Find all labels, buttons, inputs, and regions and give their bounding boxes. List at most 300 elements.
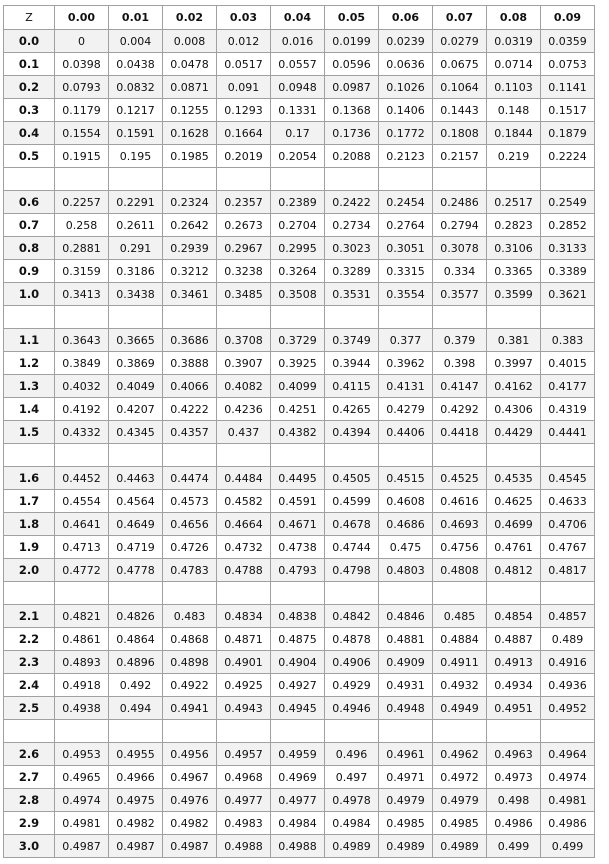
probability-cell: 0.4916: [541, 651, 595, 674]
probability-cell: 0.4744: [325, 536, 379, 559]
probability-cell: 0.383: [541, 329, 595, 352]
probability-cell: 0.4678: [325, 513, 379, 536]
spacer-cell: [433, 444, 487, 467]
probability-cell: 0.4934: [487, 674, 541, 697]
probability-cell: 0.3106: [487, 237, 541, 260]
probability-cell: 0.1664: [217, 122, 271, 145]
z-value-cell: 1.5: [4, 421, 55, 444]
z-value-cell: 2.5: [4, 697, 55, 720]
probability-cell: 0.2291: [109, 191, 163, 214]
probability-cell: 0.4961: [379, 743, 433, 766]
probability-cell: 0.4956: [163, 743, 217, 766]
probability-cell: 0.4838: [271, 605, 325, 628]
probability-cell: 0.381: [487, 329, 541, 352]
probability-cell: 0.0871: [163, 76, 217, 99]
probability-cell: 0.4306: [487, 398, 541, 421]
z-value-cell: 0.3: [4, 99, 55, 122]
probability-cell: 0.004: [109, 30, 163, 53]
header-col-008: 0.08: [487, 6, 541, 30]
probability-cell: 0.4394: [325, 421, 379, 444]
spacer-cell: [271, 168, 325, 191]
spacer-cell: [325, 168, 379, 191]
z-value-cell: 2.3: [4, 651, 55, 674]
probability-cell: 0.0517: [217, 53, 271, 76]
probability-cell: 0.4812: [487, 559, 541, 582]
probability-cell: 0.4798: [325, 559, 379, 582]
probability-cell: 0.4265: [325, 398, 379, 421]
table-row: [4, 559, 595, 582]
probability-cell: 0.4983: [217, 812, 271, 835]
probability-cell: 0.4671: [271, 513, 325, 536]
probability-cell: 0.0279: [433, 30, 487, 53]
probability-cell: 0.4875: [271, 628, 325, 651]
spacer-cell: [55, 306, 109, 329]
probability-cell: 0.4918: [55, 674, 109, 697]
probability-cell: 0.1217: [109, 99, 163, 122]
table-row: [4, 490, 595, 513]
probability-cell: 0.4987: [163, 835, 217, 858]
z-value-cell: 1.2: [4, 352, 55, 375]
probability-cell: 0.4015: [541, 352, 595, 375]
probability-cell: 0.4955: [109, 743, 163, 766]
probability-cell: 0.4732: [217, 536, 271, 559]
probability-cell: 0.475: [379, 536, 433, 559]
spacer-cell: [55, 168, 109, 191]
probability-cell: 0.2734: [325, 214, 379, 237]
probability-cell: 0.3686: [163, 329, 217, 352]
probability-cell: 0.2764: [379, 214, 433, 237]
probability-cell: 0.4953: [55, 743, 109, 766]
z-value-cell: 0.2: [4, 76, 55, 99]
probability-cell: 0.0793: [55, 76, 109, 99]
probability-cell: 0.091: [217, 76, 271, 99]
probability-cell: 0.498: [487, 789, 541, 812]
probability-cell: 0.377: [379, 329, 433, 352]
probability-cell: 0.3389: [541, 260, 595, 283]
probability-cell: 0.3925: [271, 352, 325, 375]
table-row: [4, 628, 595, 651]
spacer-cell: [55, 444, 109, 467]
probability-cell: 0.4929: [325, 674, 379, 697]
table-row: [4, 76, 595, 99]
probability-cell: 0.3944: [325, 352, 379, 375]
z-value-cell: 1.9: [4, 536, 55, 559]
probability-cell: 0.2019: [217, 145, 271, 168]
probability-cell: 0.3729: [271, 329, 325, 352]
z-value-cell: 0.9: [4, 260, 55, 283]
table-row: [4, 214, 595, 237]
probability-cell: 0.0636: [379, 53, 433, 76]
probability-cell: 0.4898: [163, 651, 217, 674]
z-value-cell: 1.4: [4, 398, 55, 421]
spacer-cell: [325, 582, 379, 605]
table-row: [4, 835, 595, 858]
spacer-cell: [487, 168, 541, 191]
probability-cell: 0.4192: [55, 398, 109, 421]
probability-cell: 0.1026: [379, 76, 433, 99]
probability-cell: 0.4793: [271, 559, 325, 582]
probability-cell: 0.4989: [379, 835, 433, 858]
probability-cell: 0.1879: [541, 122, 595, 145]
probability-cell: 0.4857: [541, 605, 595, 628]
probability-cell: 0.1808: [433, 122, 487, 145]
probability-cell: 0.3289: [325, 260, 379, 283]
spacer-cell: [109, 444, 163, 467]
probability-cell: 0.4989: [325, 835, 379, 858]
probability-cell: 0.3997: [487, 352, 541, 375]
spacer-cell: [325, 444, 379, 467]
table-row: [4, 789, 595, 812]
probability-cell: 0.4981: [55, 812, 109, 835]
probability-cell: 0.4357: [163, 421, 217, 444]
header-col-001: 0.01: [109, 6, 163, 30]
table-row: [4, 237, 595, 260]
probability-cell: 0.0832: [109, 76, 163, 99]
probability-cell: 0.4608: [379, 490, 433, 513]
probability-cell: 0.148: [487, 99, 541, 122]
probability-cell: 0.0753: [541, 53, 595, 76]
probability-cell: 0.4959: [271, 743, 325, 766]
probability-cell: 0.3438: [109, 283, 163, 306]
probability-cell: 0.4893: [55, 651, 109, 674]
z-value-cell: 0.8: [4, 237, 55, 260]
probability-cell: 0.2704: [271, 214, 325, 237]
probability-cell: 0.4783: [163, 559, 217, 582]
probability-cell: 0.1772: [379, 122, 433, 145]
z-value-cell: 0.1: [4, 53, 55, 76]
probability-cell: 0.4951: [487, 697, 541, 720]
probability-cell: 0.0398: [55, 53, 109, 76]
probability-cell: 0.483: [163, 605, 217, 628]
probability-cell: 0.3264: [271, 260, 325, 283]
probability-cell: 0.3212: [163, 260, 217, 283]
probability-cell: 0.3365: [487, 260, 541, 283]
probability-cell: 0.4573: [163, 490, 217, 513]
probability-cell: 0.4525: [433, 467, 487, 490]
probability-cell: 0.4963: [487, 743, 541, 766]
probability-cell: 0.4964: [541, 743, 595, 766]
z-table: [3, 5, 595, 858]
probability-cell: 0.4495: [271, 467, 325, 490]
probability-cell: 0.4984: [325, 812, 379, 835]
probability-cell: 0.4162: [487, 375, 541, 398]
probability-cell: 0.3023: [325, 237, 379, 260]
spacer-cell: [163, 582, 217, 605]
table-row: [4, 283, 595, 306]
probability-cell: 0.2257: [55, 191, 109, 214]
spacer-cell: [379, 306, 433, 329]
header-col-006: 0.06: [379, 6, 433, 30]
spacer-cell: [4, 444, 55, 467]
header-row: [4, 6, 595, 30]
probability-cell: 0.4973: [487, 766, 541, 789]
spacer-cell: [109, 720, 163, 743]
header-col-003: 0.03: [217, 6, 271, 30]
probability-cell: 0.4738: [271, 536, 325, 559]
probability-cell: 0.2881: [55, 237, 109, 260]
probability-cell: 0.2939: [163, 237, 217, 260]
probability-cell: 0.195: [109, 145, 163, 168]
spacer-cell: [271, 444, 325, 467]
probability-cell: 0.4066: [163, 375, 217, 398]
probability-cell: 0.4756: [433, 536, 487, 559]
z-value-cell: 2.1: [4, 605, 55, 628]
probability-cell: 0.1141: [541, 76, 595, 99]
probability-cell: 0.1915: [55, 145, 109, 168]
probability-cell: 0.4441: [541, 421, 595, 444]
probability-cell: 0.4945: [271, 697, 325, 720]
probability-cell: 0.3907: [217, 352, 271, 375]
probability-cell: 0.0596: [325, 53, 379, 76]
probability-cell: 0.1293: [217, 99, 271, 122]
probability-cell: 0.4817: [541, 559, 595, 582]
table-body: [4, 30, 595, 858]
probability-cell: 0.1844: [487, 122, 541, 145]
probability-cell: 0.4977: [271, 789, 325, 812]
probability-cell: 0.3461: [163, 283, 217, 306]
probability-cell: 0.4904: [271, 651, 325, 674]
table-row: [4, 651, 595, 674]
probability-cell: 0.4927: [271, 674, 325, 697]
probability-cell: 0.4177: [541, 375, 595, 398]
probability-cell: 0.437: [217, 421, 271, 444]
probability-cell: 0.1554: [55, 122, 109, 145]
probability-cell: 0.4868: [163, 628, 217, 651]
probability-cell: 0.4977: [217, 789, 271, 812]
table-row: [4, 398, 595, 421]
probability-cell: 0.4484: [217, 467, 271, 490]
probability-cell: 0.3051: [379, 237, 433, 260]
table-row: [4, 145, 595, 168]
probability-cell: 0.4846: [379, 605, 433, 628]
probability-cell: 0.1331: [271, 99, 325, 122]
probability-cell: 0.4582: [217, 490, 271, 513]
probability-cell: 0.4345: [109, 421, 163, 444]
probability-cell: 0.4932: [433, 674, 487, 697]
probability-cell: 0.3599: [487, 283, 541, 306]
probability-cell: 0.4207: [109, 398, 163, 421]
spacer-cell: [217, 168, 271, 191]
probability-cell: 0.3078: [433, 237, 487, 260]
z-value-cell: 0.0: [4, 30, 55, 53]
spacer-cell: [109, 168, 163, 191]
probability-cell: 0.4854: [487, 605, 541, 628]
spacer-cell: [271, 582, 325, 605]
z-value-cell: 1.7: [4, 490, 55, 513]
probability-cell: 0.4236: [217, 398, 271, 421]
probability-cell: 0.4988: [271, 835, 325, 858]
probability-cell: 0.1406: [379, 99, 433, 122]
z-value-cell: 0.4: [4, 122, 55, 145]
spacer-cell: [163, 306, 217, 329]
probability-cell: 0.4878: [325, 628, 379, 651]
probability-cell: 0.1443: [433, 99, 487, 122]
spacer-cell: [163, 168, 217, 191]
table-row: [4, 122, 595, 145]
probability-cell: 0.1591: [109, 122, 163, 145]
probability-cell: 0.4884: [433, 628, 487, 651]
probability-cell: 0.4406: [379, 421, 433, 444]
probability-cell: 0.4693: [433, 513, 487, 536]
probability-cell: 0.4713: [55, 536, 109, 559]
group-spacer-row: [4, 168, 595, 191]
probability-cell: 0.379: [433, 329, 487, 352]
probability-cell: 0.398: [433, 352, 487, 375]
probability-cell: 0.2422: [325, 191, 379, 214]
z-value-cell: 1.6: [4, 467, 55, 490]
probability-cell: 0.258: [55, 214, 109, 237]
probability-cell: 0.3643: [55, 329, 109, 352]
probability-cell: 0.4834: [217, 605, 271, 628]
probability-cell: 0.4554: [55, 490, 109, 513]
probability-cell: 0.3849: [55, 352, 109, 375]
probability-cell: 0.4842: [325, 605, 379, 628]
probability-cell: 0.4279: [379, 398, 433, 421]
z-value-cell: 2.2: [4, 628, 55, 651]
spacer-cell: [487, 582, 541, 605]
probability-cell: 0.0478: [163, 53, 217, 76]
probability-cell: 0.4474: [163, 467, 217, 490]
probability-cell: 0.3708: [217, 329, 271, 352]
spacer-cell: [487, 306, 541, 329]
probability-cell: 0.3665: [109, 329, 163, 352]
probability-cell: 0.4982: [163, 812, 217, 835]
probability-cell: 0.4966: [109, 766, 163, 789]
probability-cell: 0.4896: [109, 651, 163, 674]
probability-cell: 0.2823: [487, 214, 541, 237]
table-row: [4, 766, 595, 789]
probability-cell: 0.2673: [217, 214, 271, 237]
z-value-cell: 0.7: [4, 214, 55, 237]
probability-cell: 0.4429: [487, 421, 541, 444]
probability-cell: 0.0199: [325, 30, 379, 53]
probability-cell: 0.17: [271, 122, 325, 145]
probability-cell: 0.3159: [55, 260, 109, 283]
probability-cell: 0.0987: [325, 76, 379, 99]
probability-cell: 0.0675: [433, 53, 487, 76]
spacer-cell: [109, 306, 163, 329]
probability-cell: 0.2224: [541, 145, 595, 168]
probability-cell: 0.1255: [163, 99, 217, 122]
probability-cell: 0.4505: [325, 467, 379, 490]
probability-cell: 0.4726: [163, 536, 217, 559]
spacer-cell: [487, 720, 541, 743]
spacer-cell: [217, 306, 271, 329]
probability-cell: 0.485: [433, 605, 487, 628]
z-value-cell: 1.3: [4, 375, 55, 398]
probability-cell: 0.3413: [55, 283, 109, 306]
z-value-cell: 2.9: [4, 812, 55, 835]
probability-cell: 0.497: [325, 766, 379, 789]
probability-cell: 0.2157: [433, 145, 487, 168]
spacer-cell: [541, 444, 595, 467]
z-value-cell: 0.6: [4, 191, 55, 214]
spacer-cell: [325, 306, 379, 329]
probability-cell: 0.3238: [217, 260, 271, 283]
probability-cell: 0.2549: [541, 191, 595, 214]
table-row: [4, 513, 595, 536]
spacer-cell: [541, 168, 595, 191]
spacer-cell: [271, 720, 325, 743]
table-row: [4, 30, 595, 53]
probability-cell: 0.3621: [541, 283, 595, 306]
probability-cell: 0.3749: [325, 329, 379, 352]
probability-cell: 0.2611: [109, 214, 163, 237]
spacer-cell: [379, 582, 433, 605]
probability-cell: 0.4913: [487, 651, 541, 674]
probability-cell: 0.0319: [487, 30, 541, 53]
header-col-004: 0.04: [271, 6, 325, 30]
z-table-container: [3, 5, 595, 858]
probability-cell: 0.4778: [109, 559, 163, 582]
probability-cell: 0.4938: [55, 697, 109, 720]
z-value-cell: 3.0: [4, 835, 55, 858]
spacer-cell: [433, 582, 487, 605]
probability-cell: 0.2486: [433, 191, 487, 214]
probability-cell: 0.4987: [55, 835, 109, 858]
probability-cell: 0.4979: [379, 789, 433, 812]
probability-cell: 0.4382: [271, 421, 325, 444]
probability-cell: 0.1064: [433, 76, 487, 99]
probability-cell: 0.4803: [379, 559, 433, 582]
probability-cell: 0.4967: [163, 766, 217, 789]
probability-cell: 0.4222: [163, 398, 217, 421]
probability-cell: 0.4719: [109, 536, 163, 559]
probability-cell: 0.2967: [217, 237, 271, 260]
probability-cell: 0.4922: [163, 674, 217, 697]
probability-cell: 0.4788: [217, 559, 271, 582]
probability-cell: 0.4826: [109, 605, 163, 628]
probability-cell: 0.4986: [487, 812, 541, 835]
probability-cell: 0.4978: [325, 789, 379, 812]
probability-cell: 0.4887: [487, 628, 541, 651]
table-row: [4, 812, 595, 835]
table-row: [4, 674, 595, 697]
probability-cell: 0.4649: [109, 513, 163, 536]
probability-cell: 0.0359: [541, 30, 595, 53]
spacer-cell: [541, 582, 595, 605]
header-col-000: 0.00: [55, 6, 109, 30]
probability-cell: 0.4987: [109, 835, 163, 858]
spacer-cell: [4, 306, 55, 329]
probability-cell: 0.3186: [109, 260, 163, 283]
probability-cell: 0.2389: [271, 191, 325, 214]
probability-cell: 0.4943: [217, 697, 271, 720]
spacer-cell: [4, 168, 55, 191]
z-value-cell: 0.5: [4, 145, 55, 168]
z-value-cell: 1.8: [4, 513, 55, 536]
probability-cell: 0.4969: [271, 766, 325, 789]
probability-cell: 0.008: [163, 30, 217, 53]
probability-cell: 0.4871: [217, 628, 271, 651]
probability-cell: 0.4049: [109, 375, 163, 398]
probability-cell: 0.4974: [55, 789, 109, 812]
probability-cell: 0.4251: [271, 398, 325, 421]
spacer-cell: [541, 306, 595, 329]
probability-cell: 0.4332: [55, 421, 109, 444]
probability-cell: 0.4115: [325, 375, 379, 398]
probability-cell: 0: [55, 30, 109, 53]
probability-cell: 0.0714: [487, 53, 541, 76]
probability-cell: 0.4099: [271, 375, 325, 398]
table-row: [4, 467, 595, 490]
probability-cell: 0.1517: [541, 99, 595, 122]
probability-cell: 0.494: [109, 697, 163, 720]
probability-cell: 0.492: [109, 674, 163, 697]
probability-cell: 0.4911: [433, 651, 487, 674]
spacer-cell: [217, 582, 271, 605]
probability-cell: 0.4616: [433, 490, 487, 513]
